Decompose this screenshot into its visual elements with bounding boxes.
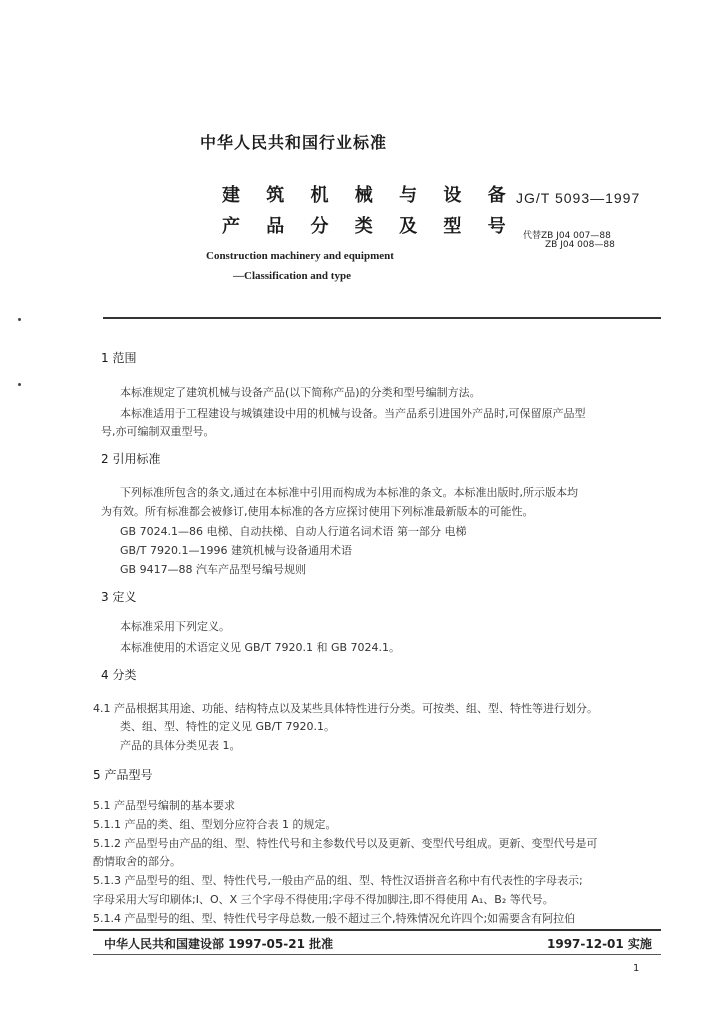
standard-code: JG/T 5093—1997 (516, 190, 641, 206)
section-2-ref-2: GB/T 7920.1—1996 建筑机械与设备通用术语 (120, 544, 352, 557)
replaces-line2: ZB J04 008—88 (545, 240, 615, 250)
doc-title-en-line2: —Classification and type (233, 270, 351, 282)
section-5-1-heading: 5.1 产品型号编制的基本要求 (93, 799, 235, 812)
section-4-heading: 4 分类 (101, 668, 137, 682)
section-3-para-1: 本标准采用下列定义。 (120, 620, 230, 633)
section-4-1-defs: 类、组、型、特性的定义见 GB/T 7920.1。 (120, 720, 335, 733)
doc-title-en-line1: Construction machinery and equipment (206, 250, 394, 262)
footer-divider (93, 929, 661, 931)
section-4-1-para: 4.1 产品根据其用途、功能、结构特点以及某些具体特性进行分类。可按类、组、型、特性等进行划分。 (93, 702, 598, 715)
section-1-para-1: 本标准规定了建筑机械与设备产品(以下简称产品)的分类和型号编制方法。 (120, 386, 481, 399)
section-2-para-1b: 为有效。所有标准都会被修订,使用本标准的各方应探讨使用下列标准最新版本的可能性。 (101, 505, 534, 518)
page-number: 1 (633, 963, 640, 974)
section-2-ref-1: GB 7024.1—86 电梯、自动扶梯、自动人行道名词术语 第一部分 电梯 (120, 525, 467, 538)
doc-title-line1: 建 筑 机 械 与 设 备 (222, 185, 516, 206)
header-divider (103, 317, 661, 319)
section-4-1-table-ref: 产品的具体分类见表 1。 (120, 739, 241, 752)
effective-date: 1997-12-01 实施 (547, 937, 652, 951)
section-5-1-1: 5.1.1 产品的类、组、型划分应符合表 1 的规定。 (93, 818, 337, 831)
scan-mark (18, 318, 21, 321)
section-5-heading: 5 产品型号 (93, 768, 153, 782)
section-5-1-2b: 酌情取舍的部分。 (93, 855, 181, 868)
doc-title-line2: 产 品 分 类 及 型 号 (222, 216, 516, 237)
section-5-1-3b: 字母采用大写印刷体;I、O、X 三个字母不得使用;字母不得加脚注,即不得使用 A₁、B₂ 等代号。 (93, 893, 554, 906)
footer-rule (93, 954, 661, 955)
section-2-ref-3: GB 9417—88 汽车产品型号编号规则 (120, 563, 307, 576)
section-3-para-2: 本标准使用的术语定义见 GB/T 7920.1 和 GB 7024.1。 (120, 641, 401, 654)
standard-org-title: 中华人民共和国行业标准 (200, 133, 388, 152)
section-3-heading: 3 定义 (101, 590, 137, 604)
section-2-heading: 2 引用标准 (101, 452, 161, 466)
section-2-para-1a: 下列标准所包含的条文,通过在本标准中引用而构成为本标准的条文。本标准出版时,所示版本均 (120, 486, 578, 499)
section-5-1-2a: 5.1.2 产品型号由产品的组、型、特性代号和主参数代号以及更新、变型代号组成。更新、变型代号是可 (93, 837, 598, 850)
replaces-line1: 代替ZB J04 007—88 (523, 231, 611, 241)
section-5-1-4: 5.1.4 产品型号的组、型、特性代号字母总数,一般不超过三个,特殊情况允许四个;如需要含有阿拉伯 (93, 912, 576, 925)
issuer-approval: 中华人民共和国建设部 1997-05-21 批准 (104, 937, 334, 951)
section-5-1-3a: 5.1.3 产品型号的组、型、特性代号,一般由产品的组、型、特性汉语拼音名称中有代表性的字母表示; (93, 874, 583, 887)
section-1-para-2a: 本标准适用于工程建设与城镇建设中用的机械与设备。当产品系引进国外产品时,可保留原产品型 (120, 407, 586, 420)
scan-mark (18, 383, 21, 386)
section-1-heading: 1 范围 (101, 351, 137, 365)
section-1-para-2b: 号,亦可编制双重型号。 (101, 425, 215, 438)
